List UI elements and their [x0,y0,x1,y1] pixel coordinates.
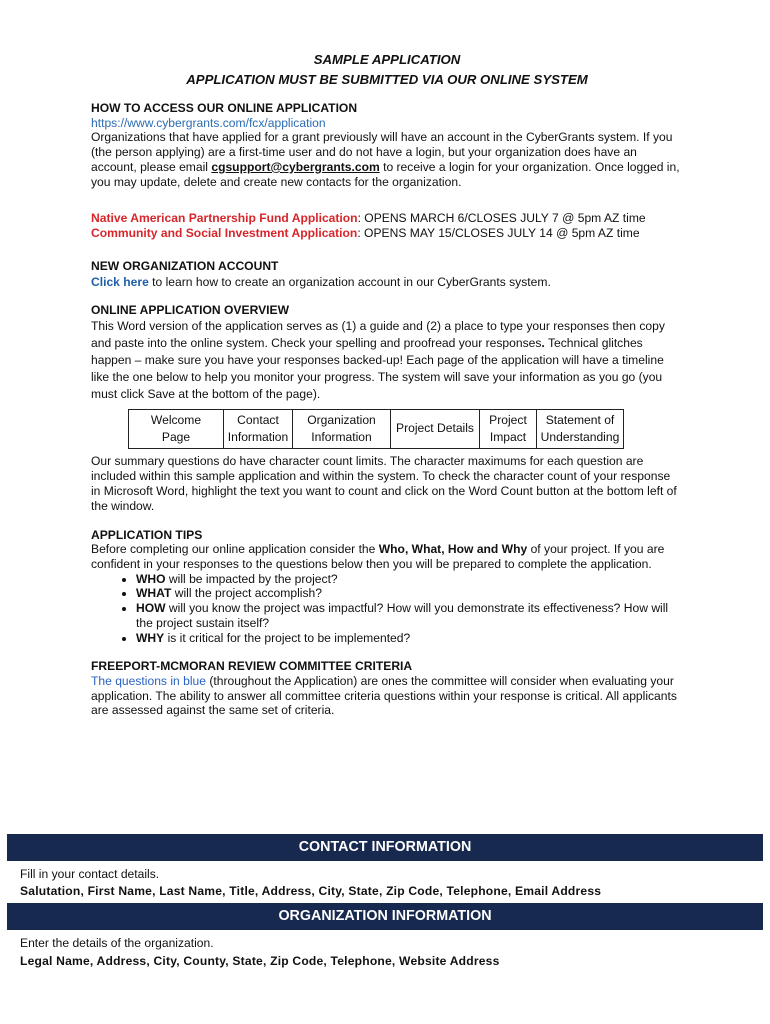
summary-paragraph: Our summary questions do have character count limits. The character maximums for each question are included within this sample application and within the system. To check the character count of your response in Microsoft Word, highlight the text you want to count and click on the Word Count button at the bottom left of the window. [91,453,677,513]
organization-intro: Enter the details of the organization. [20,936,214,950]
application-url-link[interactable]: https://www.cybergrants.com/fcx/application [91,115,326,130]
new-org-text: to learn how to create an organization account in our CyberGrants system. [148,274,551,289]
list-item [136,586,683,601]
overview-paragraph [91,318,683,403]
criteria-text: (throughout the Application) are ones the committee will consider when evaluating your application. The ability to answer all committee criteria questions within your response is critical. All applicants are assessed against the same set of criteria. [91,673,677,718]
community-label: Community and Social Investment Application [91,226,358,241]
community-text: : OPENS MAY 15/CLOSES JULY 14 @ 5pm AZ time [357,226,640,241]
access-heading: HOW TO ACCESS OUR ONLINE APPLICATION [91,101,358,115]
new-org-heading: NEW ORGANIZATION ACCOUNT [91,259,279,274]
criteria-heading: FREEPORT-MCMORAN REVIEW COMMITTEE CRITERIA [91,659,413,674]
tips-heading: APPLICATION TIPS [91,527,203,542]
list-item [136,631,683,646]
tip-text: is it critical for the project to be implemented? [164,630,411,645]
list-item [136,601,683,630]
deadlines [91,211,683,241]
tips-intro-bold: Who, What, How and Why [378,542,528,557]
timeline-step-welcome [129,409,224,448]
new-org-section [91,259,683,291]
timeline-step-contact [224,409,293,448]
access-text: Organizations that have applied for a grant previously will have an account in the CyberGrants system. If you (the person applying) are a first-time user and do not have a login, but your organization does have an account, please email [91,130,673,174]
overview-text: This Word version of the application serves as (1) a guide and (2) a place to type your responses then copy and paste into the online system. Check your spelling and proofread your responses [91,318,665,350]
tip-text: will the project accomplish? [171,586,322,601]
criteria-blue-text: The questions in blue [91,673,206,688]
step-line: Project [489,412,527,427]
step-line: Organization [307,412,376,427]
tip-bold: WHY [136,630,165,645]
contact-fields: Salutation, First Name, Last Name, Title, Address, City, State, Zip Code, Telephone, Email Address [20,884,602,898]
native-text: : OPENS MARCH 6/CLOSES JULY 7 @ 5pm AZ time [357,211,646,226]
step-line: Information [311,429,372,444]
tip-bold: WHAT [136,586,172,601]
tips-list [91,572,683,646]
list-item [136,572,683,587]
tips-section [91,528,683,646]
page-subtitle: APPLICATION MUST BE SUBMITTED VIA OUR ONLINE SYSTEM [186,72,588,87]
step-line: Statement of [545,412,615,427]
overview-dot: . [541,335,545,350]
step-line: Welcome [150,412,202,427]
contact-intro: Fill in your contact details. [20,867,160,881]
tips-intro-text: Before completing our online application consider the [91,542,379,557]
organization-fields: Legal Name, Address, City, County, State, Zip Code, Telephone, Website Address [20,954,500,968]
native-label: Native American Partnership Fund Application [91,211,358,226]
main-content [91,50,683,718]
step-line: Page [161,429,191,444]
overview-text-2: Technical glitches happen – make sure you have your responses backed-up! Each page of the application will have a timeline like the one below to help you monitor your progress. The system will save your information as you go (you must click Save at the bottom of the page). [91,335,664,401]
overview-section [91,303,683,514]
click-here-link[interactable]: Click here [91,274,149,289]
access-paragraph [91,130,683,189]
access-text-end: to receive a login for your organization. Once logged in, you may update, delete and create new contacts for the organization. [91,159,680,189]
timeline-step-organization [293,409,391,448]
support-email-link[interactable]: cgsupport@cybergrants.com [211,159,380,174]
organization-section-header: ORGANIZATION INFORMATION [7,903,763,930]
step-line: Impact [489,429,527,444]
page-title: SAMPLE APPLICATION [313,52,461,67]
progress-timeline [128,409,624,449]
tip-text: will you know the project was impactful? How will you demonstrate its effectiveness? How will the project sustain itself? [136,601,669,630]
step-line: Project Details [396,421,474,436]
tip-bold: WHO [136,571,166,586]
timeline-step-impact [480,409,537,448]
step-line: Understanding [540,429,620,444]
step-line: Information [227,429,289,444]
timeline-step-understanding [537,409,624,448]
tip-text: will be impacted by the project? [165,571,338,586]
step-line: Contact [237,412,279,427]
native-deadline [91,211,683,226]
community-deadline [91,226,683,241]
overview-heading: ONLINE APPLICATION OVERVIEW [91,302,289,317]
tips-intro [91,542,683,571]
criteria-section [91,659,683,718]
tips-intro-end: of your project. If you are confident in your responses to the questions below then you will be prepared to complete the application. [91,542,665,572]
contact-section-header: CONTACT INFORMATION [7,834,763,861]
access-section [91,101,683,189]
timeline-step-project-details [391,409,480,448]
tip-bold: HOW [136,601,166,616]
criteria-paragraph [91,674,683,718]
